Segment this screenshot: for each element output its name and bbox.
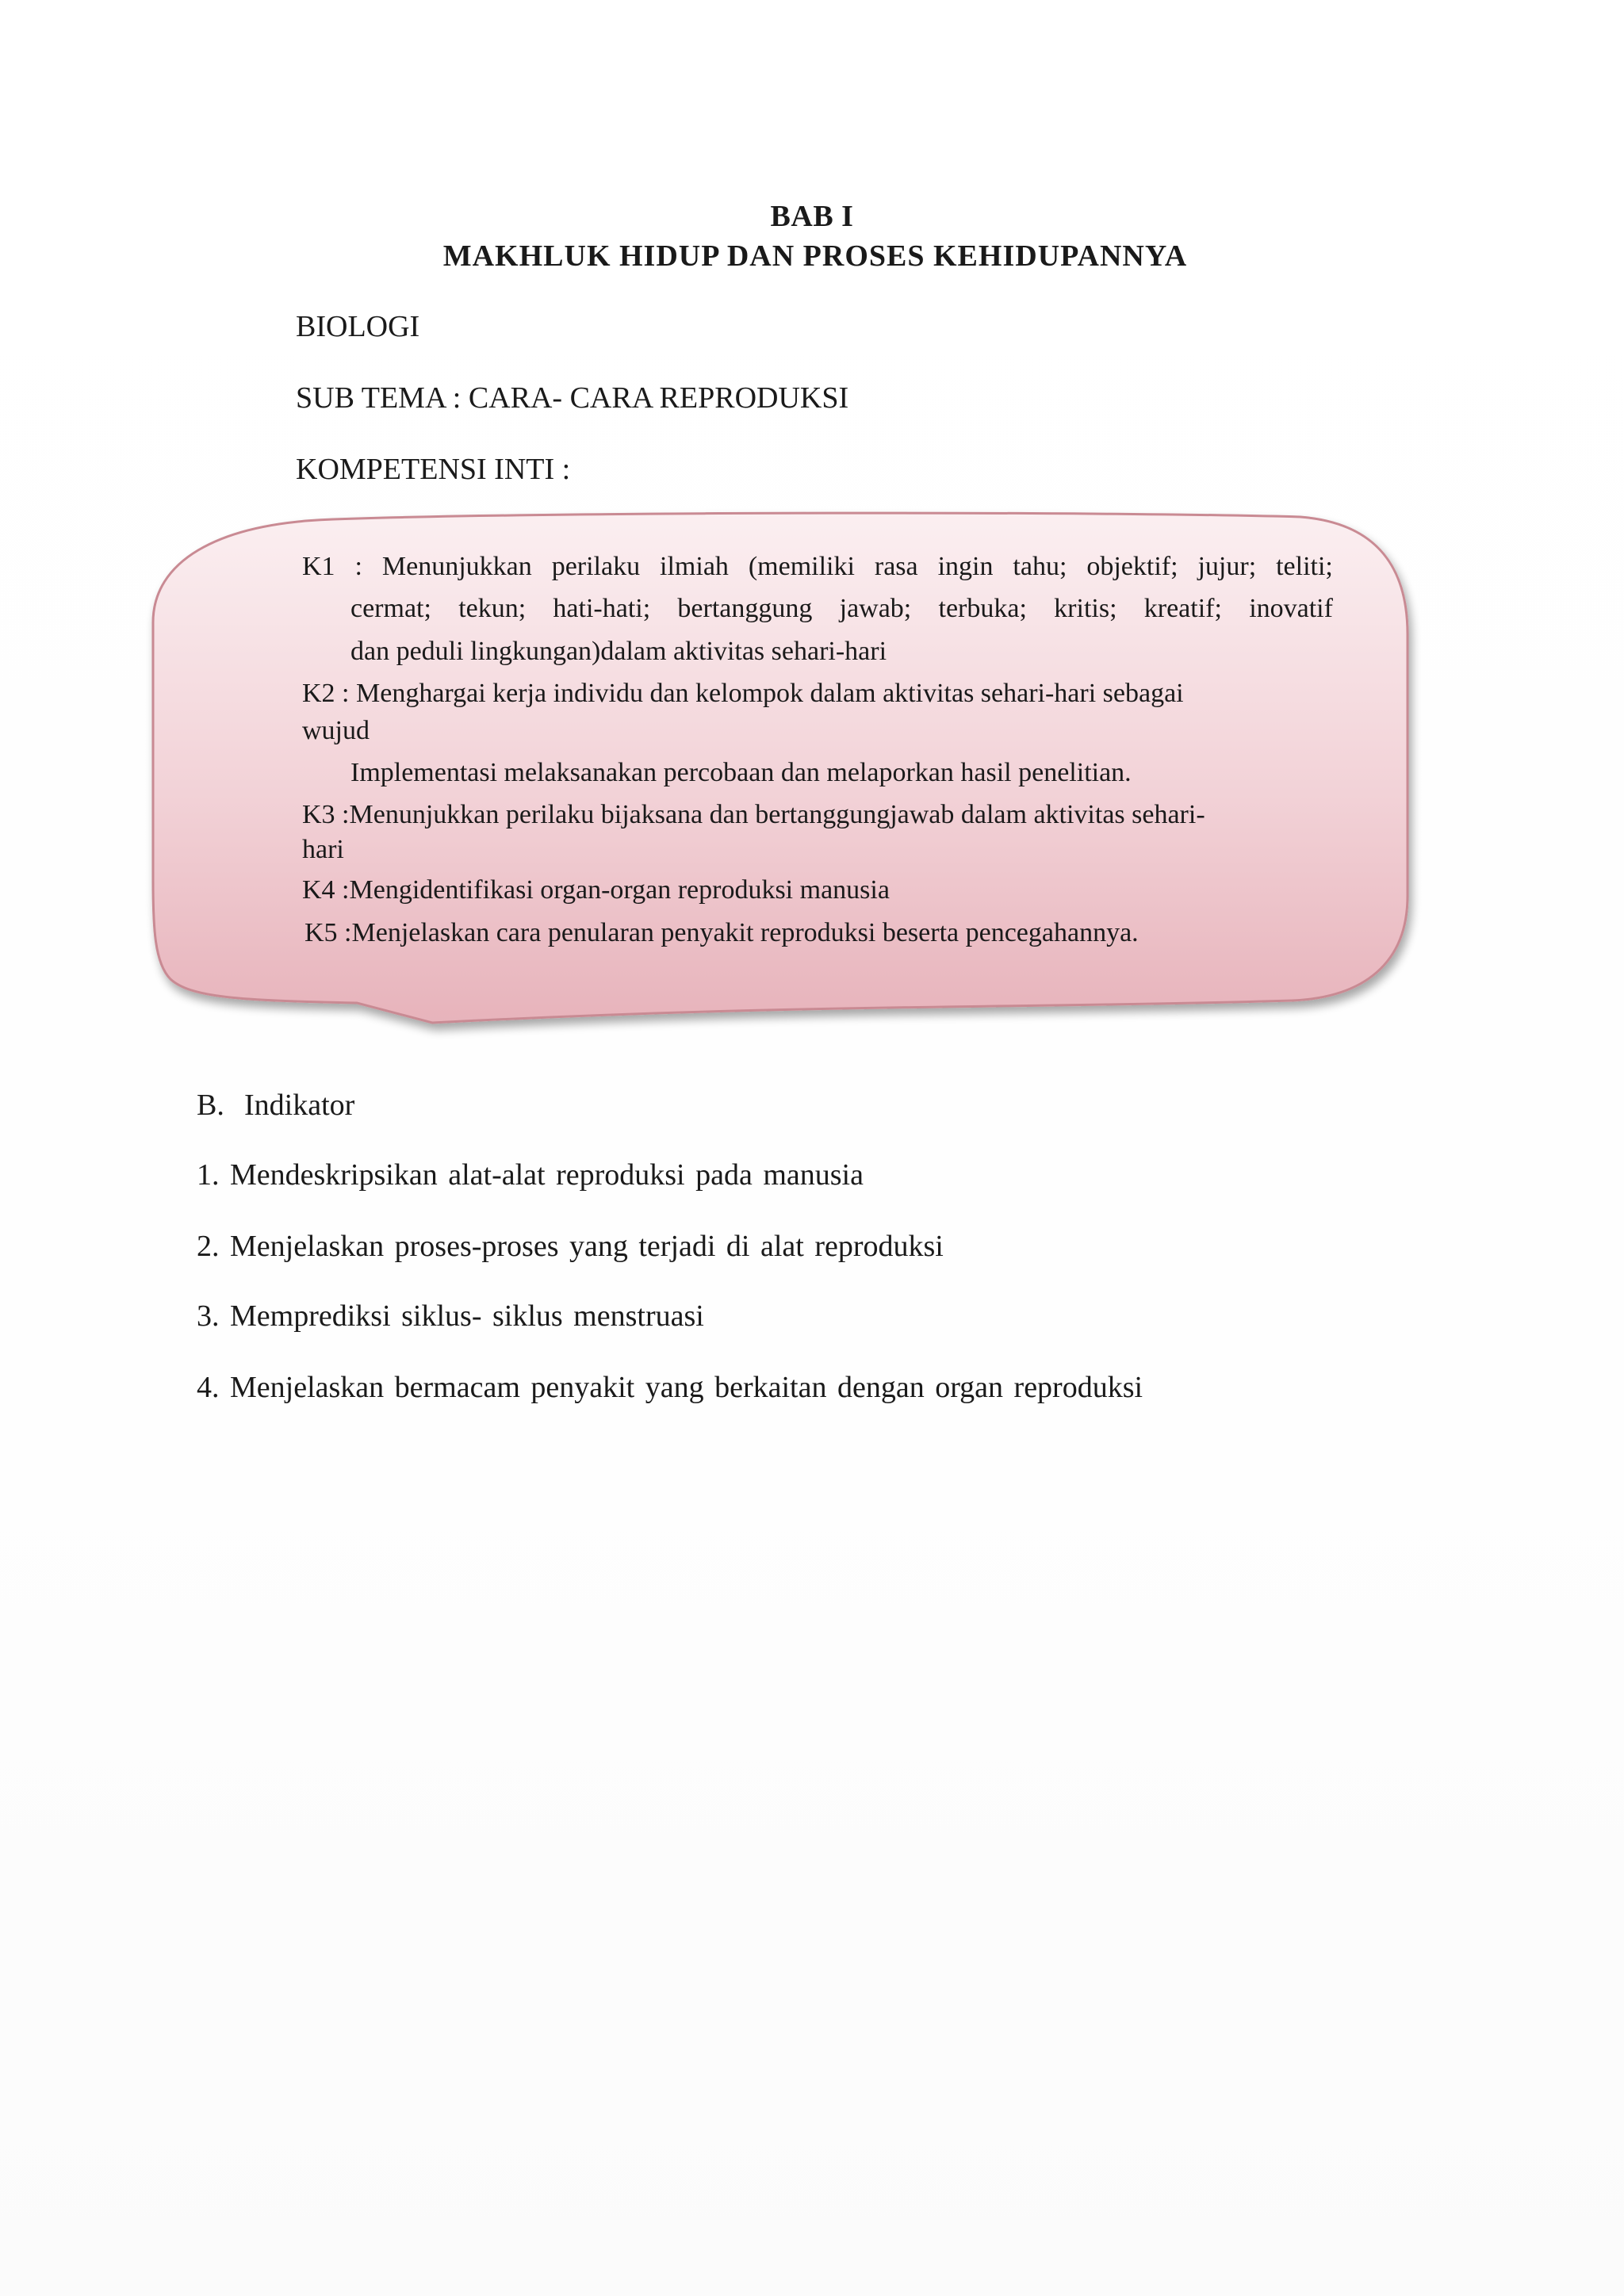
- competence-word: tekun;: [458, 594, 527, 623]
- competence-word: objektif;: [1086, 552, 1178, 581]
- competence-k1-line1: [302, 549, 1333, 584]
- competence-word: hati-hati;: [553, 594, 651, 623]
- indicator-item: 3. Memprediksi siklus- siklus menstruasi: [197, 1299, 704, 1333]
- competence-k2-line3: Implementasi melaksanakan percobaan dan melaporkan hasil penelitian.: [350, 758, 1132, 787]
- competence-word: :: [354, 552, 362, 581]
- competence-word: tahu;: [1013, 552, 1067, 581]
- competence-k4: K4 :Mengidentifikasi organ-organ reproduksi manusia: [302, 875, 890, 905]
- subject-label: BIOLOGI: [296, 310, 420, 343]
- sub-theme-label: SUB TEMA : CARA- CARA REPRODUKSI: [296, 381, 849, 415]
- competence-k2-line2: wujud: [302, 716, 370, 745]
- competence-word: Menunjukkan: [381, 552, 532, 581]
- indicator-item: 1. Mendeskripsikan alat-alat reproduksi pada manusia: [197, 1158, 864, 1192]
- competence-word: (memiliki: [748, 552, 855, 581]
- competence-word: teliti;: [1276, 552, 1333, 581]
- competence-word: ingin: [937, 552, 994, 581]
- competence-word: inovatif: [1249, 594, 1333, 623]
- indicator-section-title: Indikator: [244, 1089, 355, 1122]
- competence-k2-line1: K2 : Menghargai kerja individu dan kelompok dalam aktivitas sehari-hari sebagai: [302, 679, 1184, 708]
- competence-word: cermat;: [350, 594, 431, 623]
- core-competence-label: KOMPETENSI INTI :: [296, 453, 571, 486]
- competence-word: kritis;: [1054, 594, 1117, 623]
- chapter-title: MAKHLUK HIDUP DAN PROSES KEHIDUPANNYA: [442, 239, 1188, 273]
- competence-word: rasa: [874, 552, 918, 581]
- competence-word: jawab;: [839, 594, 912, 623]
- chapter-number: BAB I: [770, 200, 854, 233]
- competence-k1-line2: [350, 591, 1333, 626]
- competence-word: bertanggung: [677, 594, 813, 623]
- indicator-heading: [197, 1086, 354, 1124]
- competence-word: ilmiah: [660, 552, 729, 581]
- indicator-section-letter: B.: [197, 1089, 224, 1122]
- competence-word: jujur;: [1197, 552, 1257, 581]
- competence-word: kreatif;: [1143, 594, 1222, 623]
- competence-k3-line2: hari: [302, 835, 344, 864]
- competence-word: K1: [302, 552, 335, 581]
- competence-k5: K5 :Menjelaskan cara penularan penyakit reproduksi beserta pencegahannya.: [304, 918, 1139, 947]
- competence-k3-line1: K3 :Menunjukkan perilaku bijaksana dan bertanggungjawab dalam aktivitas sehari-: [302, 800, 1205, 829]
- indicator-item: 2. Menjelaskan proses-proses yang terjadi di alat reproduksi: [197, 1230, 944, 1263]
- competence-k1-line3: dan peduli lingkungan)dalam aktivitas sehari-hari: [350, 637, 887, 666]
- indicator-item: 4. Menjelaskan bermacam penyakit yang berkaitan dengan organ reproduksi: [197, 1371, 1143, 1404]
- competence-word: perilaku: [551, 552, 641, 581]
- competence-word: terbuka;: [938, 594, 1027, 623]
